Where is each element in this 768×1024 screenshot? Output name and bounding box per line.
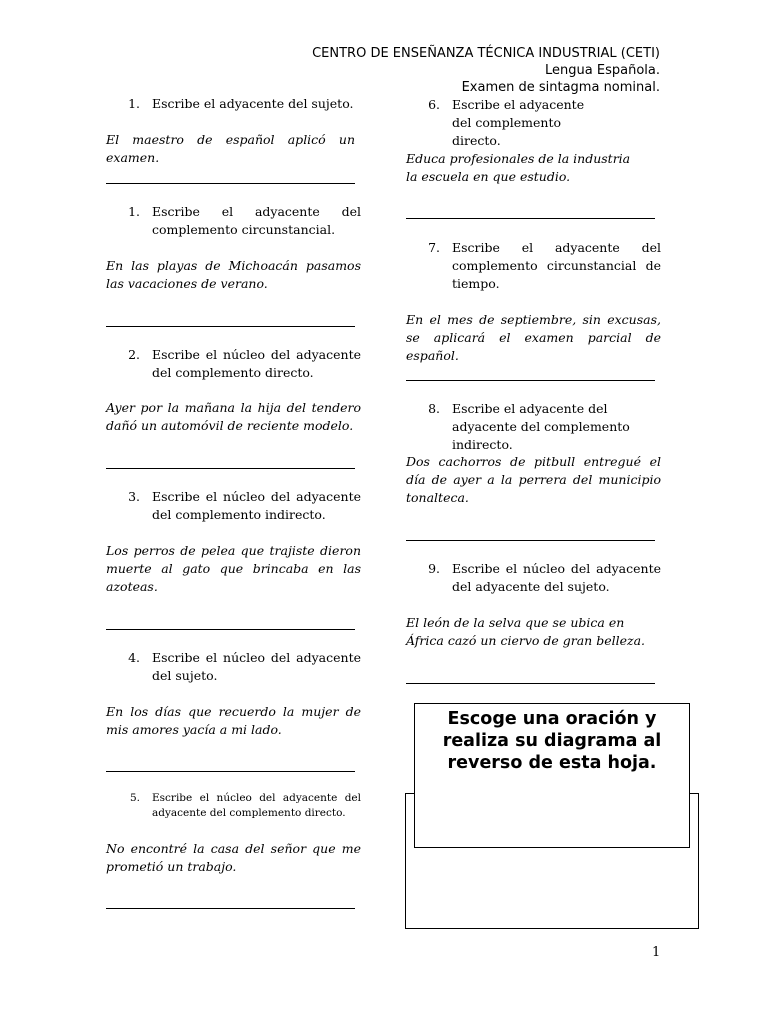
question-number: 2. (128, 347, 140, 362)
question-prompt: Escribe el núcleo del adyacente del adyacente del sujeto. (452, 561, 661, 594)
example-sentence: En el mes de septiembre, sin excusas, se aplicará el examen parcial de español. (406, 312, 661, 363)
answer-line[interactable] (106, 183, 355, 184)
question-number: 4. (128, 650, 140, 665)
example-sentence: El maestro de español aplicó un examen. (106, 132, 355, 165)
answer-line[interactable] (106, 468, 355, 469)
question-item (106, 488, 361, 524)
question-item (106, 203, 361, 239)
question-prompt: Escribe el núcleo del adyacente del complemento directo. (152, 347, 361, 380)
example-sentence: El león de la selva que se ubica en África cazó un ciervo de gran belleza. (406, 615, 646, 648)
question-prompt: Escribe el adyacente del complemento circunstancial de tiempo. (452, 240, 661, 291)
example-sentence: Ayer por la mañana la hija del tendero dañó un automóvil de reciente modelo. (106, 400, 361, 433)
question-number: 5. (129, 792, 140, 804)
example-sentence: En las playas de Michoacán pasamos las vacaciones de verano. (106, 258, 361, 291)
question-number: 9. (428, 561, 440, 576)
subject-name: Lengua Española. (545, 63, 660, 78)
question-item (106, 649, 361, 685)
example-sentence: Los perros de pelea que trajiste dieron muerte al gato que brincaba en las azoteas. (106, 543, 361, 594)
answer-line[interactable] (406, 380, 655, 381)
instruction-text: Escoge una oración y realiza su diagrama al reverso de esta hoja. (442, 709, 662, 773)
answer-line[interactable] (406, 218, 655, 219)
question-item (406, 400, 661, 454)
question-prompt: Escribe el adyacente del adyacente del complemento indirecto. (452, 401, 630, 452)
question-number: 6. (428, 97, 440, 112)
question-number: 7. (428, 240, 440, 255)
question-prompt: Escribe el núcleo del adyacente del sujeto. (152, 650, 361, 683)
school-name: CENTRO DE ENSEÑANZA TÉCNICA INDUSTRIAL (CETI) (312, 46, 660, 61)
answer-line[interactable] (406, 540, 655, 541)
question-number: 3. (128, 489, 140, 504)
question-item (106, 95, 355, 113)
question-prompt: Escribe el núcleo del adyacente del complemento indirecto. (152, 489, 361, 522)
question-item (106, 791, 361, 821)
example-sentence: Dos cachorros de pitbull entregué el día de ayer a la perrera del municipio tonalteca. (406, 454, 661, 505)
question-item (106, 346, 361, 382)
answer-line[interactable] (106, 629, 355, 630)
answer-line[interactable] (106, 326, 355, 327)
exam-title: Examen de sintagma nominal. (461, 80, 660, 95)
question-number: 8. (428, 401, 440, 416)
example-sentence: No encontré la casa del señor que me prometió un trabajo. (106, 841, 361, 874)
question-prompt: Escribe el adyacente del complemento circunstancial. (152, 204, 361, 237)
question-item (406, 560, 661, 596)
question-prompt: Escribe el adyacente del complemento directo. (452, 97, 585, 148)
answer-line[interactable] (406, 683, 655, 684)
question-prompt: Escribe el adyacente del sujeto. (152, 96, 354, 111)
answer-line[interactable] (106, 771, 355, 772)
question-item (406, 96, 606, 150)
question-prompt: Escribe el núcleo del adyacente del adyacente del complemento directo. (152, 792, 361, 819)
question-item (406, 239, 661, 293)
example-sentence: En los días que recuerdo la mujer de mis amores yacía a mi lado. (106, 704, 361, 737)
question-number: 1. (128, 204, 140, 219)
answer-line[interactable] (106, 908, 355, 909)
question-number: 1. (128, 96, 140, 111)
page-number: 1 (652, 945, 661, 960)
example-sentence: Educa profesionales de la industria la escuela en que estudio. (406, 151, 631, 184)
